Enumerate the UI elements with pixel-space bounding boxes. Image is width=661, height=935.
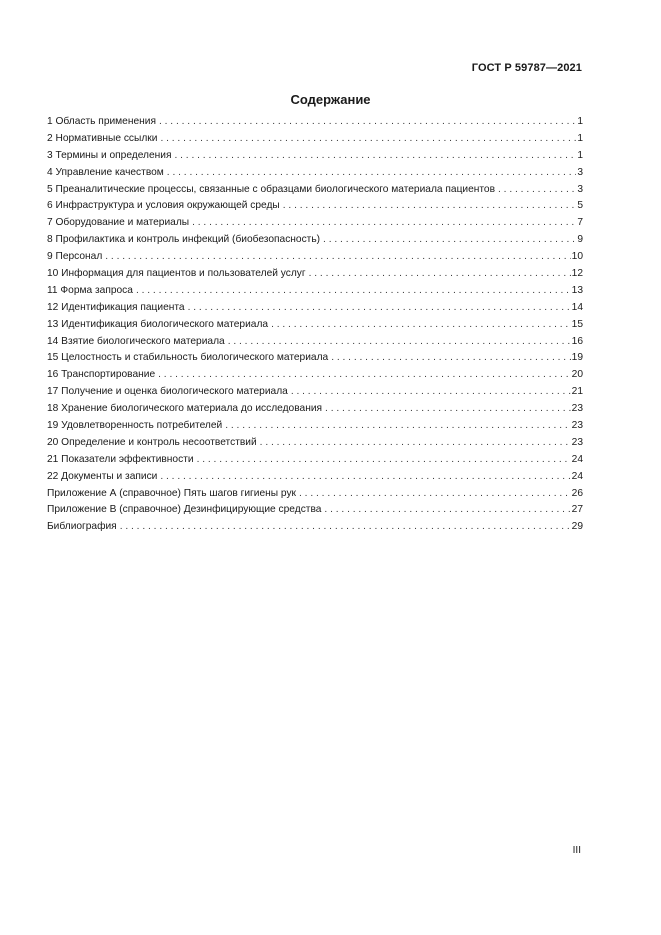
toc-entry-title: 2 Нормативные ссылки (47, 132, 158, 144)
page-number: III (572, 845, 581, 856)
toc-entry[interactable] (47, 367, 583, 384)
toc-leader-dots (160, 131, 576, 148)
toc-entry-page: 1 (577, 132, 583, 144)
toc-entry-title: 20 Определение и контроль несоответствий (47, 436, 257, 448)
toc-entry[interactable] (47, 215, 583, 232)
toc-entry-title: 14 Взятие биологического материала (47, 335, 225, 347)
toc-entry-page: 27 (571, 504, 583, 516)
toc-entry-title: Библиография (47, 521, 117, 533)
toc-entry-title: 19 Удовлетворенность потребителей (47, 420, 223, 432)
toc-entry-page: 1 (577, 149, 583, 161)
toc-entry[interactable] (47, 182, 583, 199)
toc-entry-title: 7 Оборудование и материалы (47, 217, 190, 229)
toc-entry-title: 13 Идентификация биологического материала (47, 318, 269, 330)
toc-entry-page: 9 (577, 234, 583, 246)
toc-leader-dots (309, 266, 571, 283)
toc-leader-dots (197, 452, 571, 469)
toc-entry[interactable] (47, 384, 583, 401)
toc-entry-page: 24 (571, 453, 583, 465)
toc-entry[interactable] (47, 232, 583, 249)
toc-entry-page: 10 (571, 251, 583, 263)
toc-entry-page: 1 (577, 116, 583, 127)
toc-leader-dots (159, 114, 576, 131)
toc-entry-title: 10 Информация для пациентов и пользователей услуг (47, 268, 306, 280)
toc-leader-dots (192, 215, 576, 232)
toc-leader-dots (167, 165, 577, 182)
toc-leader-dots (271, 317, 571, 334)
toc-entry-page: 26 (571, 487, 583, 499)
toc-entry-page: 3 (577, 166, 583, 178)
toc-entry-page: 23 (571, 436, 583, 448)
toc-entry-title: 5 Преаналитические процессы, связанные с образцами биологического материала пациентов (47, 183, 496, 195)
toc-entry[interactable] (47, 418, 583, 435)
toc-leader-dots (158, 367, 571, 384)
toc-entry-page: 3 (577, 183, 583, 195)
toc-entry[interactable] (47, 266, 583, 283)
toc-entry-page: 5 (577, 200, 583, 212)
toc-entry-page: 16 (571, 335, 583, 347)
toc-entry[interactable] (47, 198, 583, 215)
toc-entry-title: 1 Область применения (47, 116, 156, 127)
toc-entry[interactable] (47, 350, 583, 367)
toc-entry-page: 23 (571, 420, 583, 432)
toc-leader-dots (324, 502, 570, 519)
toc-entry-page: 12 (571, 268, 583, 280)
toc-entry-page: 15 (571, 318, 583, 330)
toc-entry-title: 21 Показатели эффективности (47, 453, 194, 465)
toc-entry[interactable] (47, 114, 583, 131)
toc-entry[interactable] (47, 486, 583, 503)
toc-leader-dots (283, 198, 577, 215)
toc-leader-dots (136, 283, 571, 300)
toc-entry-page: 20 (571, 369, 583, 381)
toc-title: Содержание (290, 92, 371, 107)
toc-leader-dots (160, 469, 570, 486)
toc-entry[interactable] (47, 148, 583, 165)
toc-leader-dots (299, 486, 571, 503)
toc-entry-title: 3 Термины и определения (47, 149, 172, 161)
toc-entry-page: 19 (571, 352, 583, 364)
toc-entry-page: 14 (571, 301, 583, 313)
toc-entry-page: 7 (577, 217, 583, 229)
toc-entry[interactable] (47, 334, 583, 351)
toc-entry-title: 16 Транспортирование (47, 369, 156, 381)
toc-entry-page: 24 (571, 470, 583, 482)
toc-entry[interactable] (47, 131, 583, 148)
toc-entry-title: 15 Целостность и стабильность биологического материала (47, 352, 329, 364)
toc-entry[interactable] (47, 469, 583, 486)
toc-entry-title: 11 Форма запроса (47, 284, 133, 296)
toc-entry-title: Приложение В (справочное) Дезинфицирующие средства (47, 504, 322, 516)
toc-leader-dots (323, 232, 576, 249)
toc-entry[interactable] (47, 283, 583, 300)
toc-entry-page: 23 (571, 403, 583, 415)
toc-entry[interactable] (47, 165, 583, 182)
table-of-contents (47, 114, 583, 536)
toc-leader-dots (331, 350, 570, 367)
toc-entry-title: 18 Хранение биологического материала до исследования (47, 403, 323, 415)
toc-leader-dots (105, 249, 570, 266)
toc-entry[interactable] (47, 452, 583, 469)
toc-leader-dots (225, 418, 570, 435)
toc-entry[interactable] (47, 519, 583, 536)
toc-leader-dots (291, 384, 571, 401)
toc-entry-title: 17 Получение и оценка биологического материала (47, 386, 288, 398)
toc-entry-title: 22 Документы и записи (47, 470, 158, 482)
toc-entry[interactable] (47, 401, 583, 418)
toc-entry[interactable] (47, 249, 583, 266)
toc-leader-dots (325, 401, 571, 418)
toc-leader-dots (228, 334, 571, 351)
toc-entry-title: Приложение А (справочное) Пять шагов гигиены рук (47, 487, 297, 499)
toc-entry-title: 6 Инфраструктура и условия окружающей среды (47, 200, 280, 212)
toc-leader-dots (120, 519, 571, 536)
toc-entry-title: 4 Управление качеством (47, 166, 164, 178)
toc-leader-dots (260, 435, 571, 452)
toc-entry[interactable] (47, 300, 583, 317)
standard-code-header: ГОСТ Р 59787—2021 (471, 62, 582, 74)
toc-entry-title: 9 Персонал (47, 251, 103, 263)
toc-entry-page: 29 (571, 521, 583, 533)
toc-entry-title: 8 Профилактика и контроль инфекций (биобезопасность) (47, 234, 321, 246)
toc-leader-dots (174, 148, 576, 165)
toc-leader-dots (498, 182, 576, 199)
toc-entry-title: 12 Идентификация пациента (47, 301, 185, 313)
toc-entry[interactable] (47, 502, 583, 519)
toc-entry-page: 21 (571, 386, 583, 398)
toc-entry[interactable] (47, 435, 583, 452)
toc-entry[interactable] (47, 317, 583, 334)
toc-entry-page: 13 (571, 284, 583, 296)
toc-leader-dots (188, 300, 571, 317)
